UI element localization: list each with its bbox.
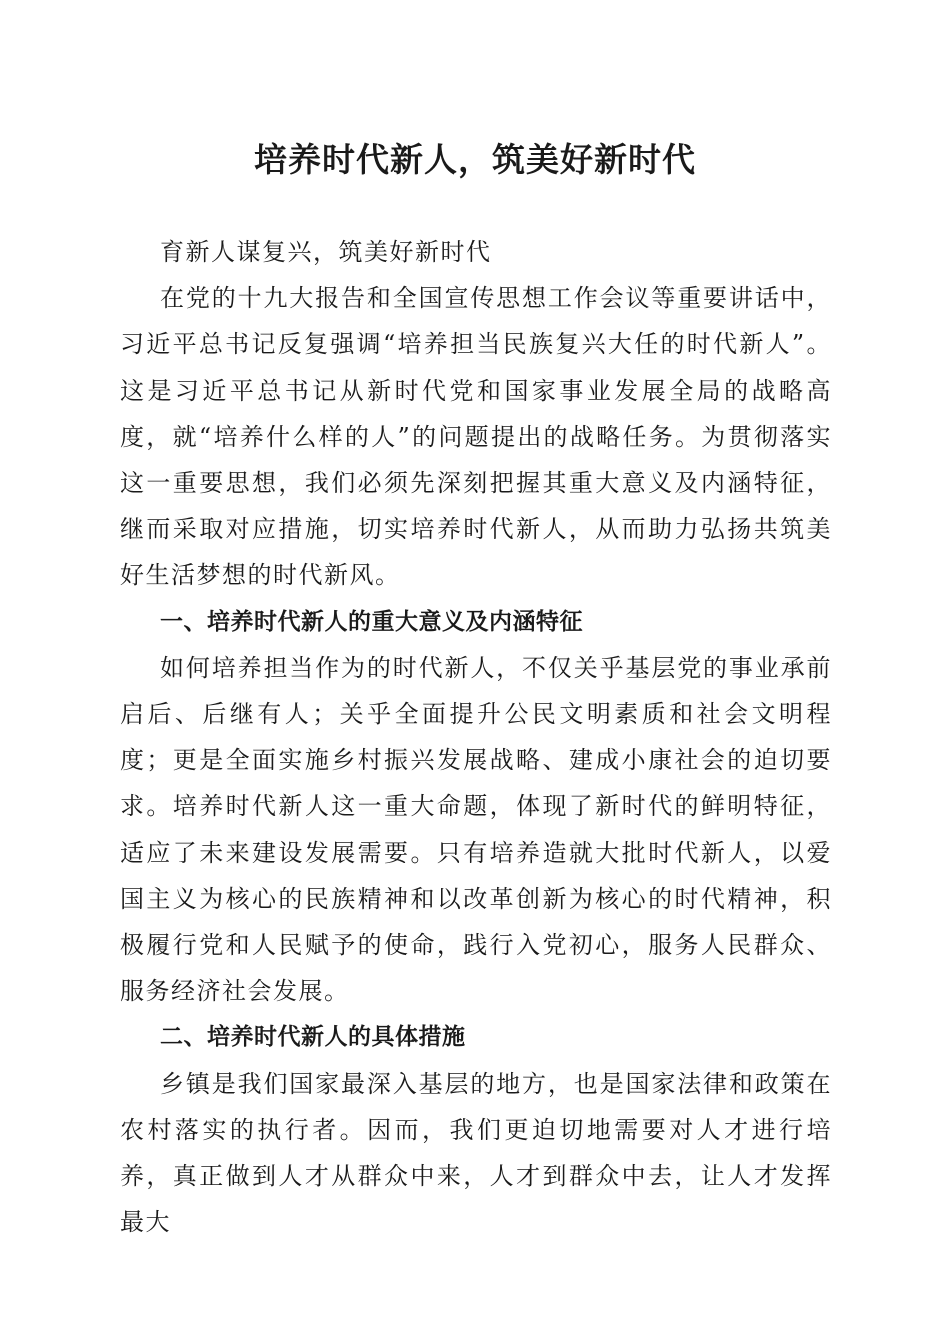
document-body bbox=[120, 229, 832, 1245]
subtitle-paragraph: 育新人谋复兴，筑美好新时代 bbox=[160, 238, 492, 266]
section-2-heading: 二、培养时代新人的具体措施 bbox=[160, 1024, 466, 1051]
section-2-paragraph: 乡镇是我们国家最深入基层的地方，也是国家法律和政策在农村落实的执行者。因而，我们更迫切地需要对人才进行培养，真正做到人才从群众中来，人才到群众中去，让人才发挥最大 bbox=[120, 1069, 832, 1237]
intro-paragraph: 在党的十九大报告和全国宣传思想工作会议等重要讲话中，习近平总书记反复强调“培养担当民族复兴大任的时代新人”。这是习近平总书记从新时代党和国家事业发展全局的战略高度，就“培养什么样的人”的问题提出的战略任务。为贯彻落实这一重要思想，我们必须先深刻把握其重大意义及内涵特征，继而采取对应措施，切实培养时代新人，从而助力弘扬共筑美好生活梦想的时代新风。 bbox=[120, 284, 832, 590]
section-1-paragraph: 如何培养担当作为的时代新人，不仅关乎基层党的事业承前启后、后继有人；关乎全面提升公民文明素质和社会文明程度；更是全面实施乡村振兴发展战略、建成小康社会的迫切要求。培养时代新人这一重大命题，体现了新时代的鲜明特征，适应了未来建设发展需要。只有培养造就大批时代新人，以爱国主义为核心的民族精神和以改革创新为核心的时代精神，积极履行党和人民赋予的使命，践行入党初心，服务人民群众、服务经济社会发展。 bbox=[120, 653, 832, 1006]
section-1-heading: 一、培养时代新人的重大意义及内涵特征 bbox=[160, 608, 583, 635]
document-title: 培养时代新人，筑美好新时代 bbox=[254, 140, 696, 179]
